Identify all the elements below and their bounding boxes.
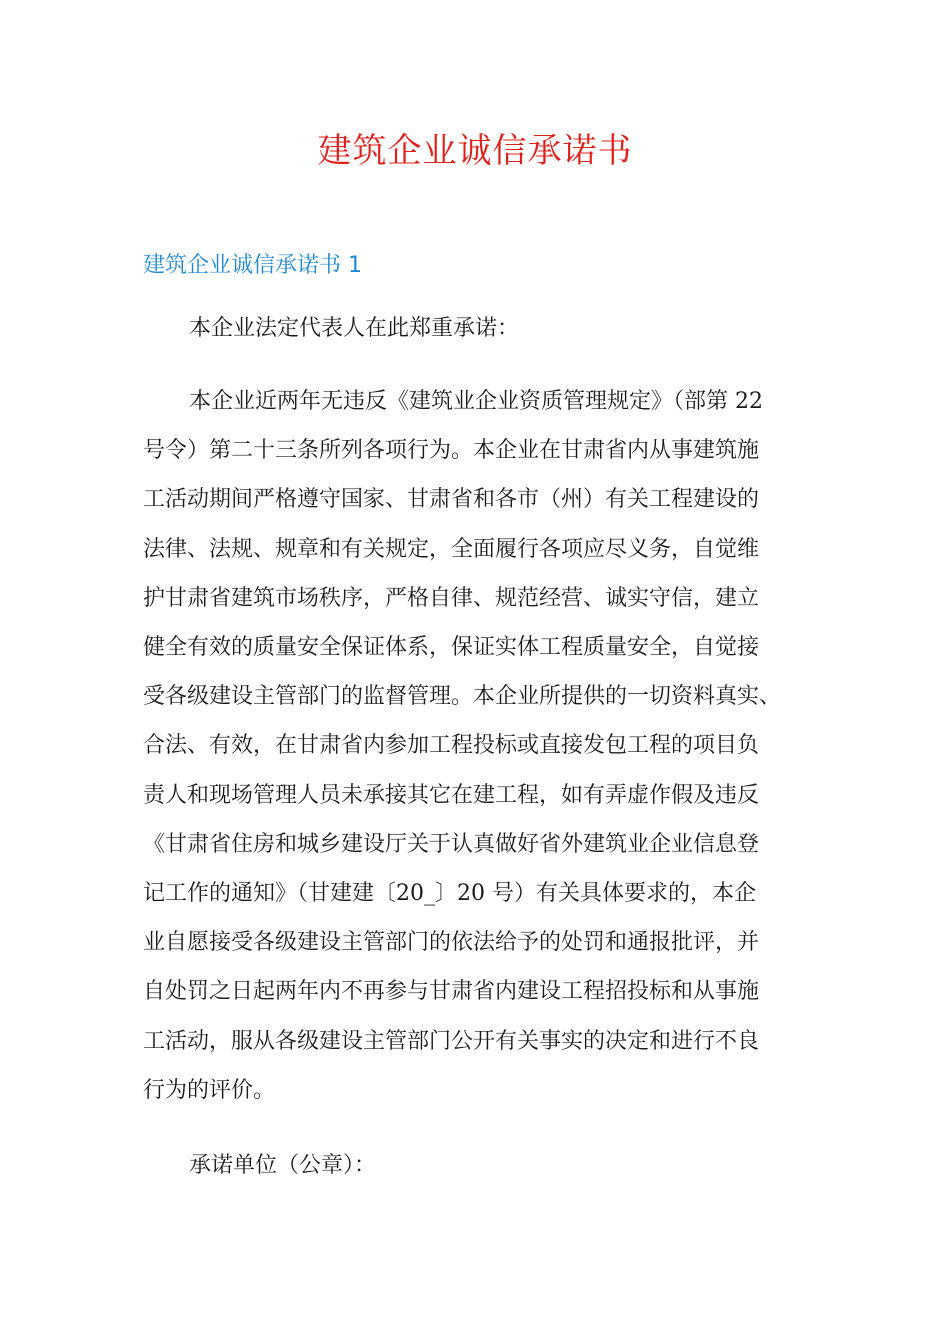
- signature-label: 承诺单位（公章）：: [189, 1153, 377, 1178]
- main-paragraph: [143, 377, 823, 1115]
- intro-paragraph: 本企业法定代表人在此郑重承诺：: [189, 316, 520, 341]
- paragraph-line: 健全有效的质量安全保证体系，保证实体工程质量安全，自觉接: [143, 635, 760, 661]
- paragraph-line: 受各级建设主管部门的监督管理。本企业所提供的一切资料真实、: [143, 684, 782, 710]
- paragraph-line: 合法、有效，在甘肃省内参加工程投标或直接发包工程的项目负: [143, 733, 760, 759]
- paragraph-line: 业自愿接受各级建设主管部门的依法给予的处罚和通报批评，并: [143, 930, 760, 956]
- paragraph-line: 号令）第二十三条所列各项行为。本企业在甘肃省内从事建筑施: [143, 438, 760, 464]
- paragraph-line: 法律、法规、规章和有关规定，全面履行各项应尽义务，自觉维: [143, 536, 760, 562]
- paragraph-line: 护甘肃省建筑市场秩序，严格自律、规范经营、诚实守信，建立: [143, 585, 760, 611]
- paragraph-line: 责人和现场管理人员未承接其它在建工程，如有弄虚作假及违反: [143, 782, 760, 808]
- paragraph-line: 行为的评价。: [143, 1077, 276, 1103]
- paragraph-line: 记工作的通知》（甘建建〔20_〕20 号）有关具体要求的，本企: [143, 881, 756, 907]
- section-heading: 建筑企业诚信承诺书 1: [143, 253, 362, 278]
- paragraph-line: 本企业近两年无违反《建筑业企业资质管理规定》（部第 22: [189, 389, 763, 414]
- paragraph-line: 工活动期间严格遵守国家、甘肃省和各市（州）有关工程建设的: [143, 487, 760, 513]
- paragraph-line: 《甘肃省住房和城乡建设厅关于认真做好省外建筑业企业信息登: [143, 831, 760, 857]
- paragraph-line: 工活动，服从各级建设主管部门公开有关事实的决定和进行不良: [143, 1028, 760, 1054]
- document-title: 建筑企业诚信承诺书: [317, 131, 633, 171]
- paragraph-line: 自处罚之日起两年内不再参与甘肃省内建设工程招投标和从事施: [143, 979, 760, 1005]
